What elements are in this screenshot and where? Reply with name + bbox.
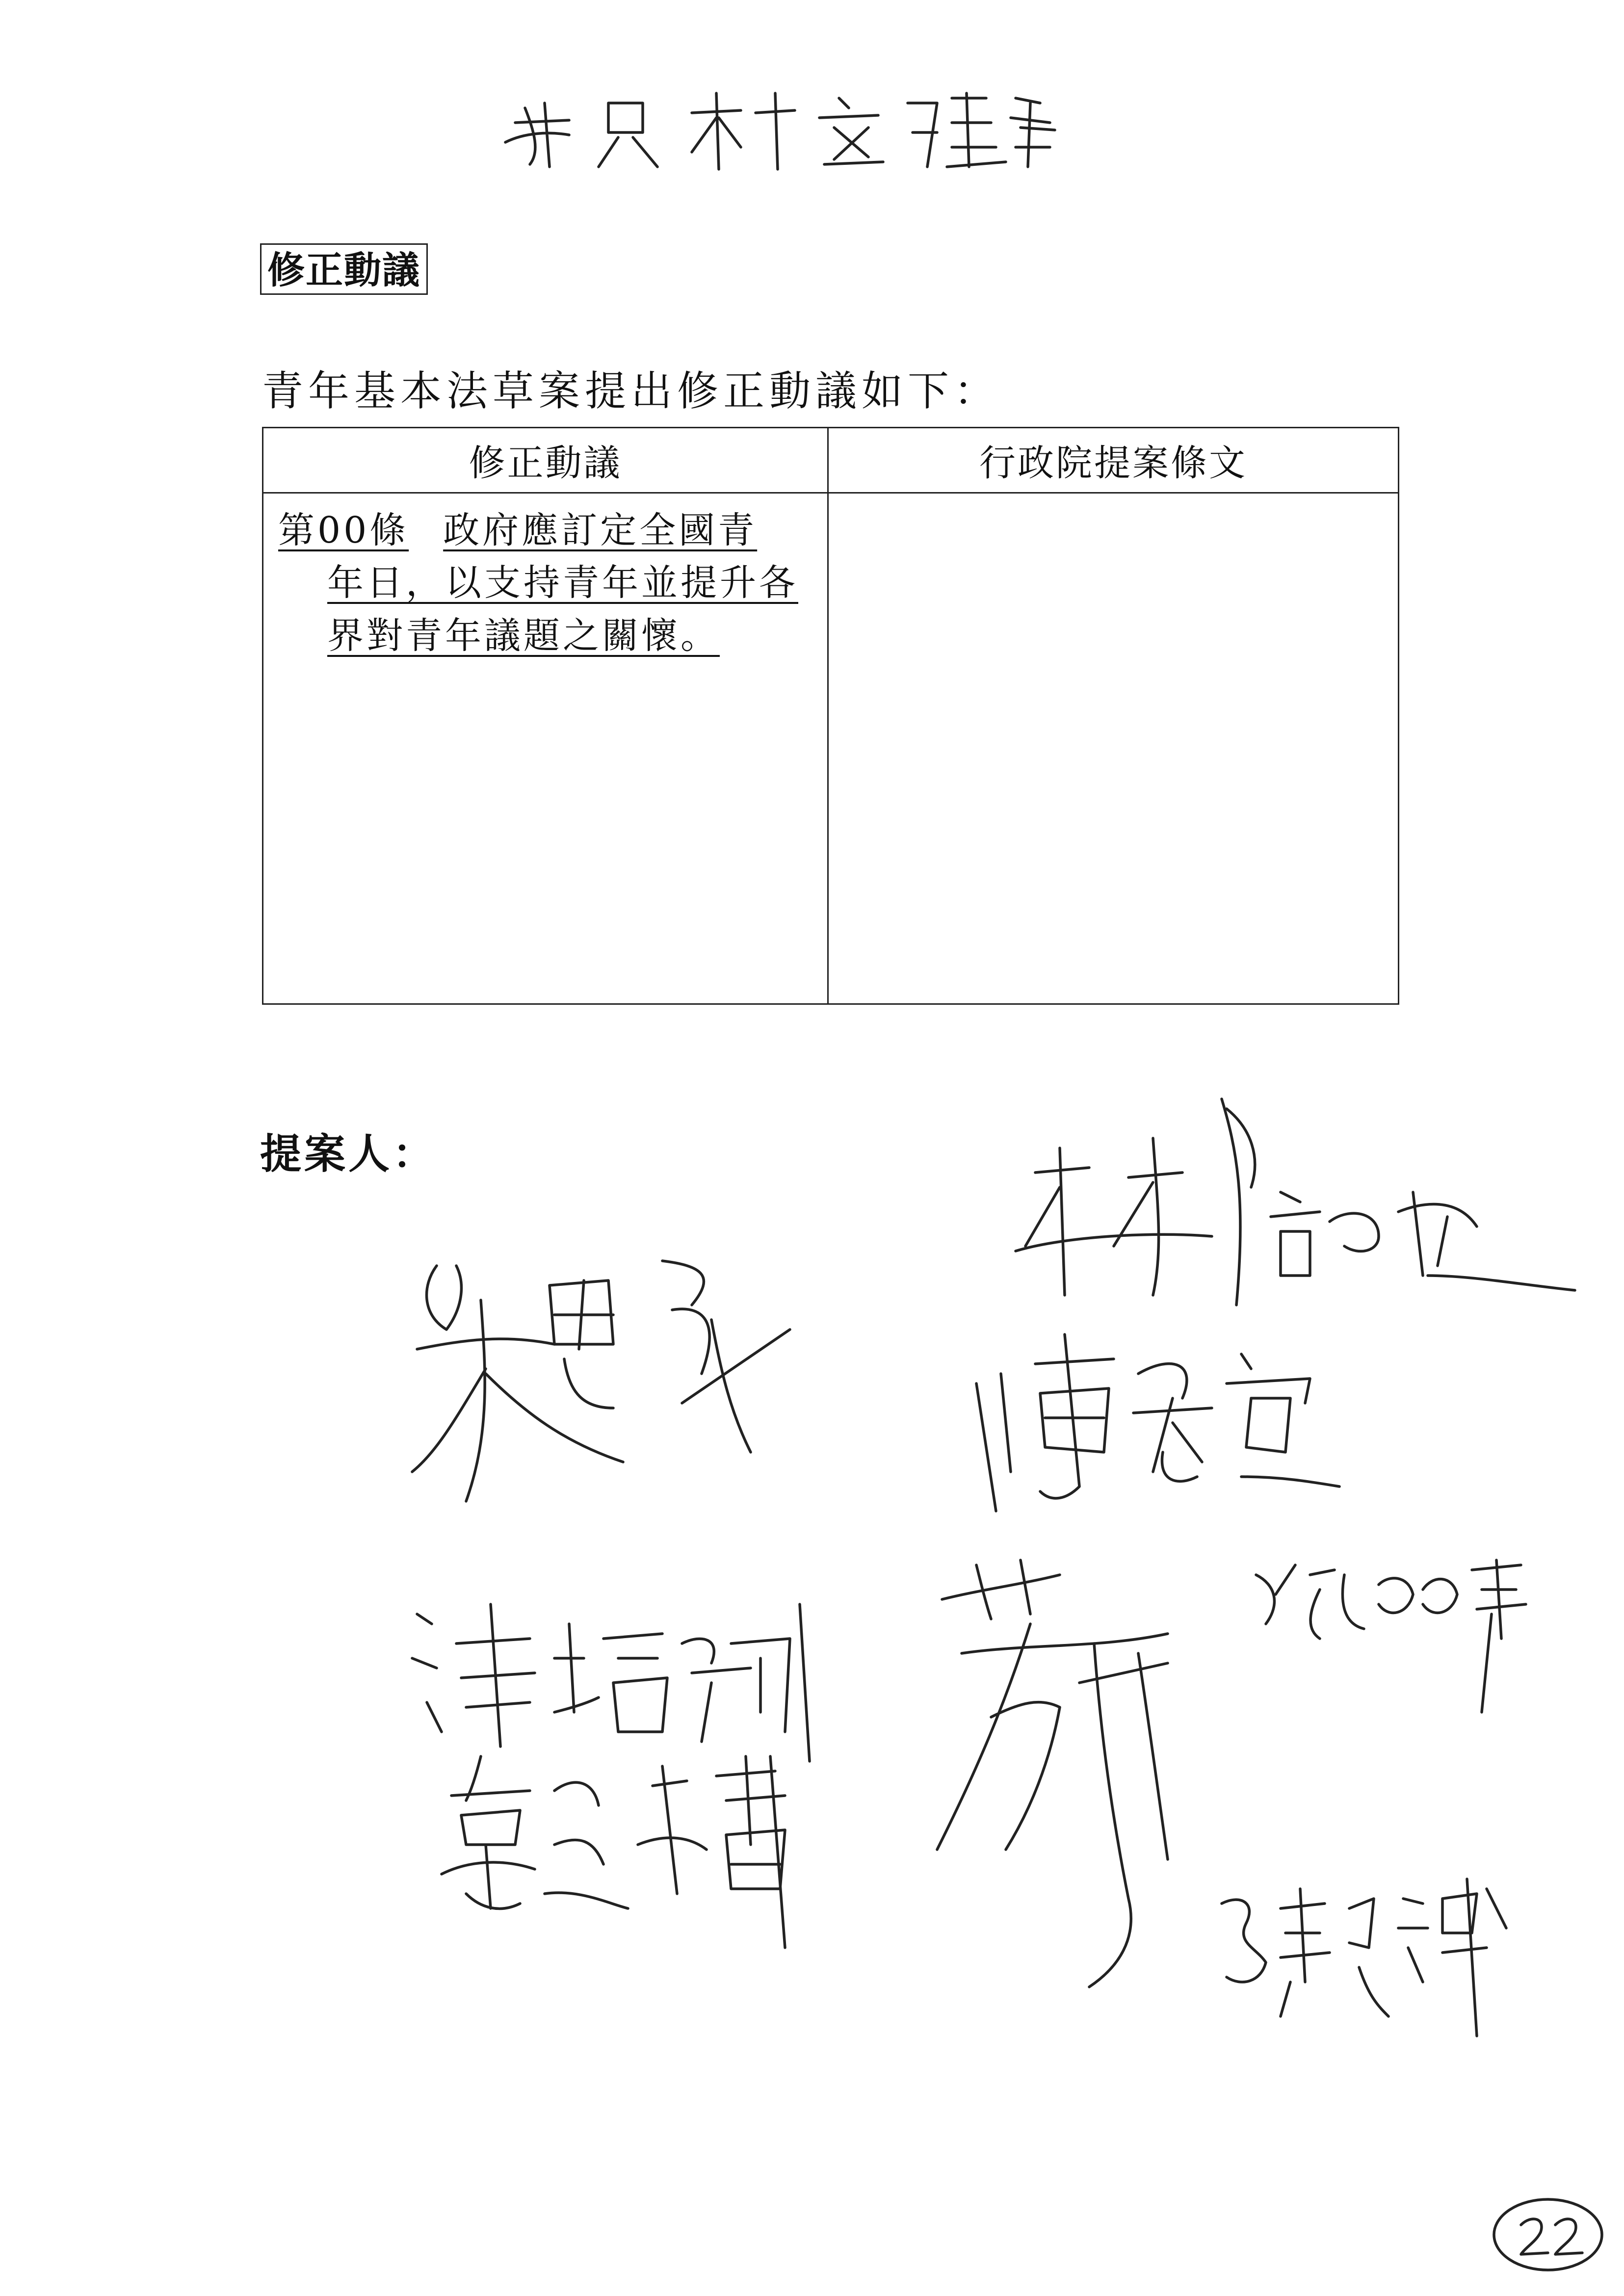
- table-body-row: [263, 493, 1399, 1004]
- signature-4: [407, 1585, 839, 1771]
- article-text: [263, 494, 827, 662]
- handwritten-header-title: [496, 74, 1055, 172]
- motion-table: [262, 427, 1399, 1005]
- signature-5: [932, 1555, 1256, 1997]
- page-number-stamp: [1487, 2193, 1609, 2276]
- amendment-cell: [263, 493, 828, 1004]
- motion-tag: 修正動議: [260, 243, 428, 295]
- table-header-row: [263, 428, 1399, 493]
- article-line-1-text: 政府應訂定全國青: [443, 509, 758, 551]
- signature-6: [1246, 1555, 1531, 1717]
- article-line-2-text: 年日，以支持青年並提升各: [327, 562, 798, 604]
- header-amendment: 修正動議: [263, 428, 828, 493]
- signature-7: [432, 1747, 854, 1953]
- header-executive-draft: 行政院提案條文: [828, 428, 1399, 493]
- signature-1: [407, 1246, 810, 1521]
- article-line-1: [278, 504, 817, 557]
- article-line-3: [278, 610, 817, 662]
- signature-3: [967, 1325, 1359, 1521]
- intro-text: 青年基本法草案提出修正動議如下：: [262, 367, 1000, 415]
- article-line-2: [278, 557, 817, 609]
- article-number: 第00條: [278, 509, 409, 551]
- proposers-label: 提案人：: [260, 1129, 437, 1178]
- article-line-3-text: 界對青年議題之關懷。: [327, 614, 720, 657]
- signature-8: [1212, 1869, 1516, 2046]
- signature-2: [1006, 1089, 1580, 1315]
- executive-draft-cell: [828, 493, 1399, 1004]
